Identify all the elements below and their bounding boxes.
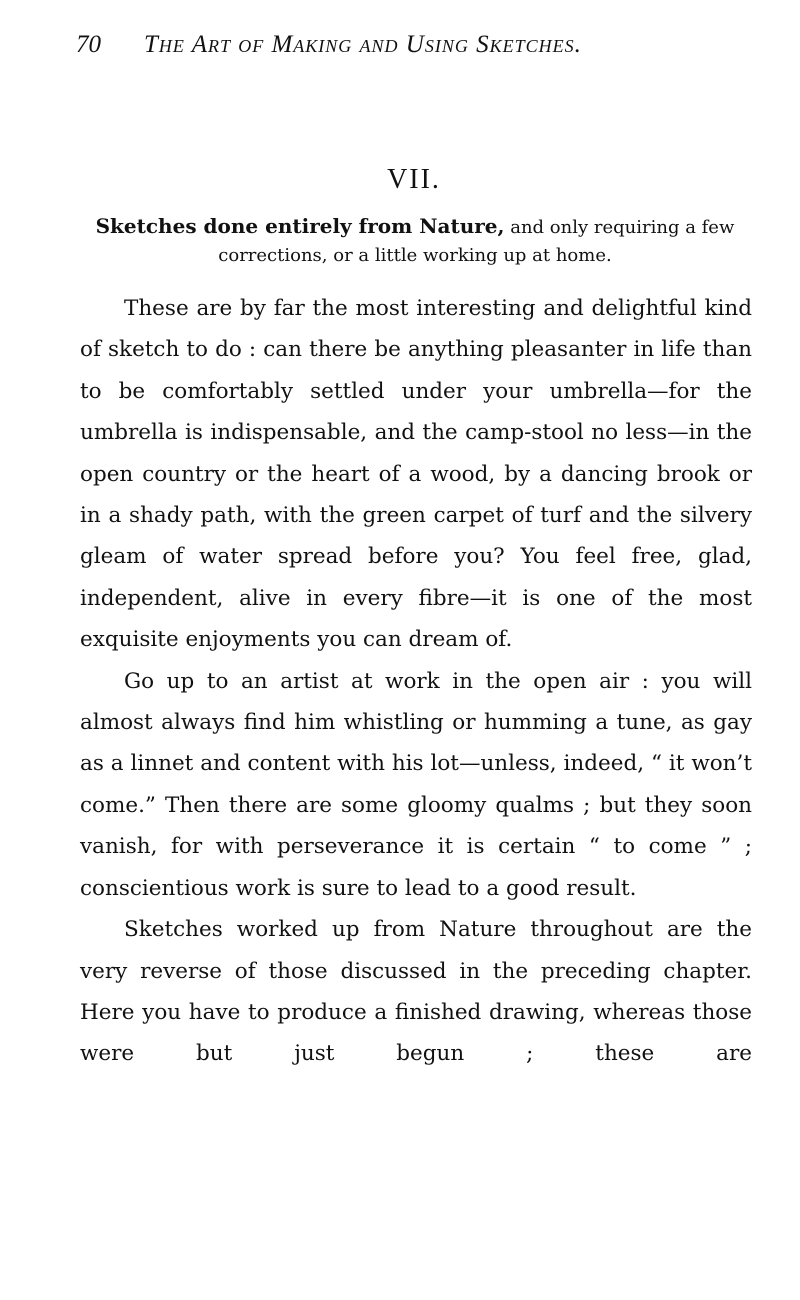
chapter-heading-rest: and only requiring a few corrections, or a little working up at home.: [218, 217, 735, 266]
book-title: The Art of Making and Using Sketches.: [144, 31, 582, 58]
chapter-heading-bold: Sketches done entirely from Nature,: [95, 214, 505, 238]
running-head: [76, 30, 756, 60]
paragraph-2: Go up to an artist at work in the open air : you will almost always find him whistling or humming a tune, as gay as a linnet and content with his lot—unless, indeed, “ it won’t come.” Then there are some gloomy qualms ; but they soon vanish, for with perseverance it is certain “ to come ” ; conscientious work is sure to lead to a good result.: [80, 668, 752, 901]
paragraph-1: These are by far the most interesting and delightful kind of sketch to do : can there be anything pleasanter in life than to be comfortably settled under your umbrella—for the umbrella is indispensable, and the camp-stool no less—in the open country or the heart of a wood, by a dancing brook or in a shady path, with the green carpet of turf and the silvery gleam of water spread before you? You feel free, glad, independent, alive in every fibre—it is one of the most exquisite enjoyments you can dream of.: [80, 296, 752, 653]
page-number: 70: [76, 31, 101, 58]
chapter-number: VII.: [387, 164, 441, 195]
paragraph-3: Sketches worked up from Nature throughout are the very reverse of those discussed in the preceding chapter. Here you have to produce a finished drawing, whereas those were but just begun ; these are: [80, 917, 752, 1067]
body-text: [80, 288, 752, 1075]
chapter-heading: [80, 212, 750, 270]
